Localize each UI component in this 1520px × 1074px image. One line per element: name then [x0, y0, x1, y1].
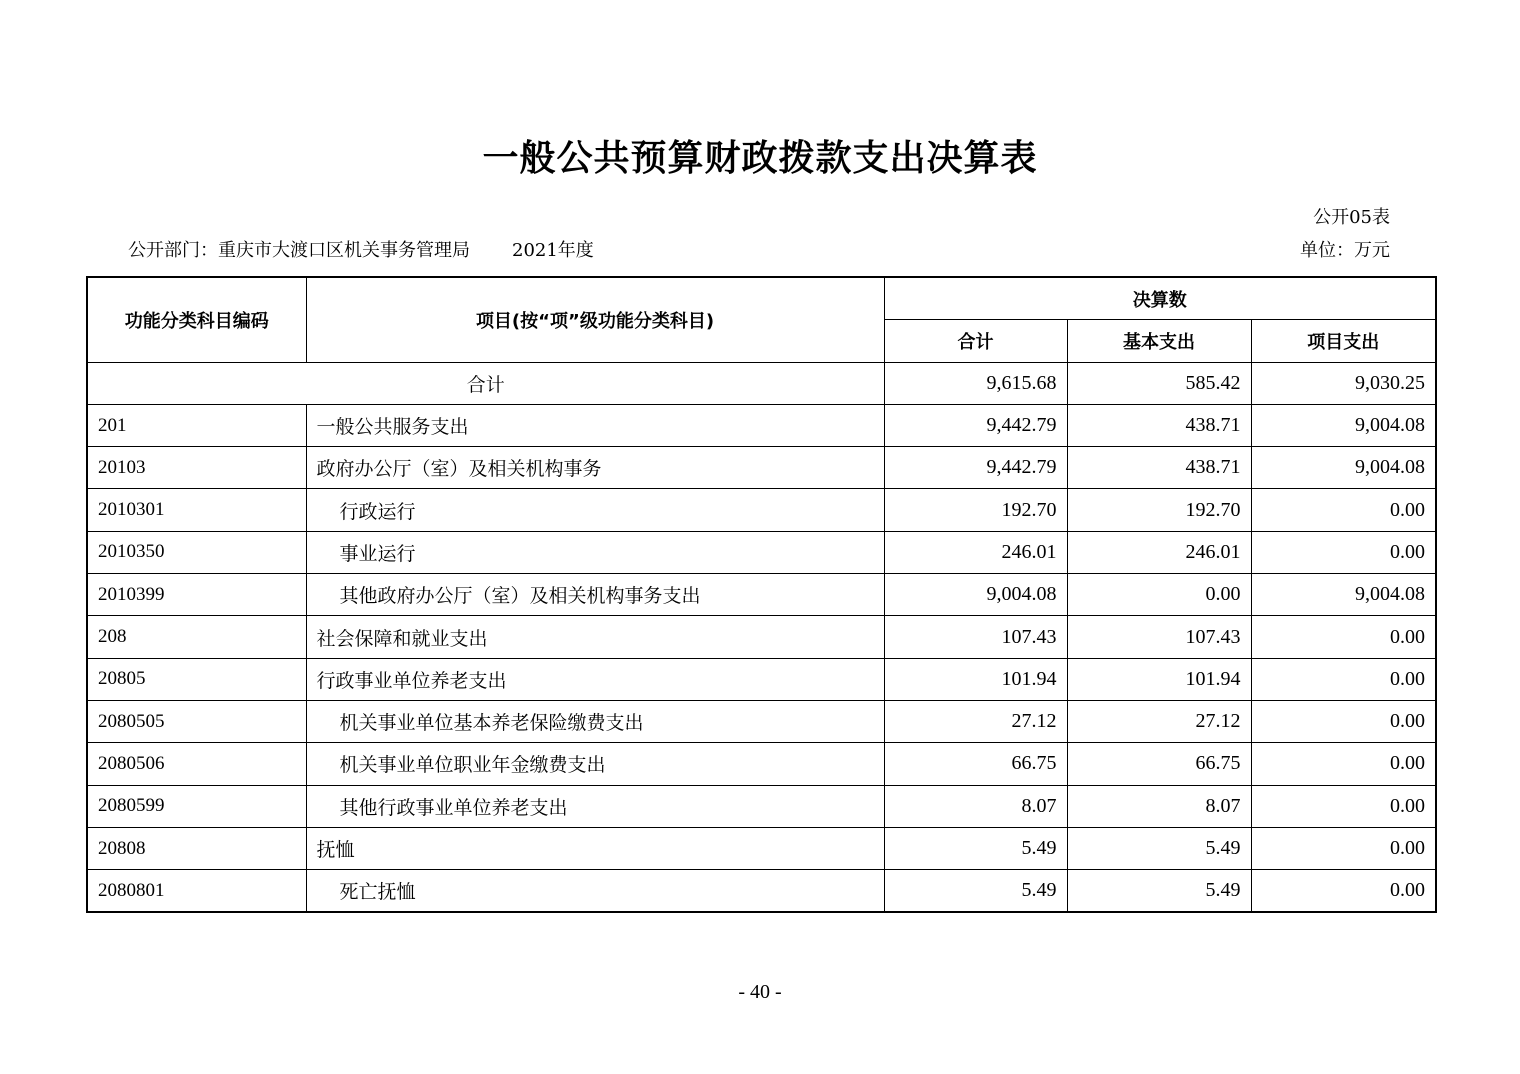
cell-total: 101.94 [884, 658, 1067, 700]
cell-name: 政府办公厅（室）及相关机构事务 [306, 447, 884, 489]
cell-project: 0.00 [1251, 785, 1436, 827]
cell-total: 9,442.79 [884, 404, 1067, 446]
cell-code: 208 [87, 616, 306, 658]
table-row [87, 616, 1436, 658]
cell-total: 66.75 [884, 743, 1067, 785]
cell-basic: 101.94 [1067, 658, 1251, 700]
cell-total: 5.49 [884, 870, 1067, 913]
page-title: 一般公共预算财政拨款支出决算表 [482, 138, 1038, 179]
table-row [87, 447, 1436, 489]
cell-total: 192.70 [884, 489, 1067, 531]
cell-name: 机关事业单位基本养老保险缴费支出 [306, 700, 884, 742]
cell-total: 246.01 [884, 531, 1067, 573]
table-row [87, 404, 1436, 446]
header-basic: 基本支出 [1067, 320, 1251, 362]
total-project: 9,030.25 [1251, 362, 1436, 404]
cell-code: 2080801 [87, 870, 306, 913]
cell-name: 行政运行 [306, 489, 884, 531]
cell-project: 9,004.08 [1251, 574, 1436, 616]
header-code: 功能分类科目编码 [87, 277, 306, 362]
cell-basic: 192.70 [1067, 489, 1251, 531]
cell-project: 0.00 [1251, 531, 1436, 573]
cell-code: 2080506 [87, 743, 306, 785]
header-final-amount: 决算数 [884, 277, 1436, 320]
cell-basic: 5.49 [1067, 870, 1251, 913]
header-project: 项目支出 [1251, 320, 1436, 362]
cell-basic: 5.49 [1067, 827, 1251, 869]
cell-basic: 8.07 [1067, 785, 1251, 827]
table-row [87, 827, 1436, 869]
cell-code: 201 [87, 404, 306, 446]
budget-table [86, 276, 1437, 913]
cell-code: 2010399 [87, 574, 306, 616]
cell-project: 0.00 [1251, 700, 1436, 742]
cell-name: 行政事业单位养老支出 [306, 658, 884, 700]
table-row [87, 785, 1436, 827]
cell-name: 一般公共服务支出 [306, 404, 884, 446]
total-row [87, 362, 1436, 404]
cell-code: 2010350 [87, 531, 306, 573]
cell-name: 死亡抚恤 [306, 870, 884, 913]
cell-total: 107.43 [884, 616, 1067, 658]
cell-code: 2080505 [87, 700, 306, 742]
cell-basic: 246.01 [1067, 531, 1251, 573]
cell-project: 0.00 [1251, 827, 1436, 869]
cell-name: 事业运行 [306, 531, 884, 573]
cell-name: 社会保障和就业支出 [306, 616, 884, 658]
cell-basic: 27.12 [1067, 700, 1251, 742]
cell-basic: 438.71 [1067, 447, 1251, 489]
header-total: 合计 [884, 320, 1067, 362]
department-line [128, 236, 594, 262]
total-basic: 585.42 [1067, 362, 1251, 404]
department: 公开部门：重庆市大渡口区机关事务管理局 [128, 240, 470, 261]
year: 2021年度 [512, 240, 594, 261]
page-number: - 40 - [738, 981, 782, 1003]
cell-name: 机关事业单位职业年金缴费支出 [306, 743, 884, 785]
cell-name: 抚恤 [306, 827, 884, 869]
cell-total: 9,004.08 [884, 574, 1067, 616]
total-total: 9,615.68 [884, 362, 1067, 404]
table-row [87, 531, 1436, 573]
table-row [87, 743, 1436, 785]
cell-basic: 107.43 [1067, 616, 1251, 658]
total-label: 合计 [87, 362, 884, 404]
cell-code: 20103 [87, 447, 306, 489]
cell-project: 0.00 [1251, 870, 1436, 913]
cell-total: 8.07 [884, 785, 1067, 827]
cell-project: 9,004.08 [1251, 404, 1436, 446]
table-row [87, 700, 1436, 742]
cell-basic: 438.71 [1067, 404, 1251, 446]
cell-code: 20808 [87, 827, 306, 869]
cell-code: 2080599 [87, 785, 306, 827]
cell-total: 5.49 [884, 827, 1067, 869]
cell-project: 0.00 [1251, 616, 1436, 658]
cell-name: 其他行政事业单位养老支出 [306, 785, 884, 827]
cell-name: 其他政府办公厅（室）及相关机构事务支出 [306, 574, 884, 616]
cell-code: 20805 [87, 658, 306, 700]
table-row [87, 870, 1436, 913]
cell-project: 0.00 [1251, 658, 1436, 700]
table-row [87, 658, 1436, 700]
table-number: 公开05表 [1313, 207, 1390, 228]
unit-label: 单位：万元 [1300, 240, 1390, 261]
cell-basic: 66.75 [1067, 743, 1251, 785]
cell-basic: 0.00 [1067, 574, 1251, 616]
cell-total: 27.12 [884, 700, 1067, 742]
table-row [87, 489, 1436, 531]
cell-code: 2010301 [87, 489, 306, 531]
cell-project: 0.00 [1251, 743, 1436, 785]
cell-project: 0.00 [1251, 489, 1436, 531]
cell-total: 9,442.79 [884, 447, 1067, 489]
cell-project: 9,004.08 [1251, 447, 1436, 489]
header-item: 项目(按“项”级功能分类科目) [306, 277, 884, 362]
table-row [87, 574, 1436, 616]
